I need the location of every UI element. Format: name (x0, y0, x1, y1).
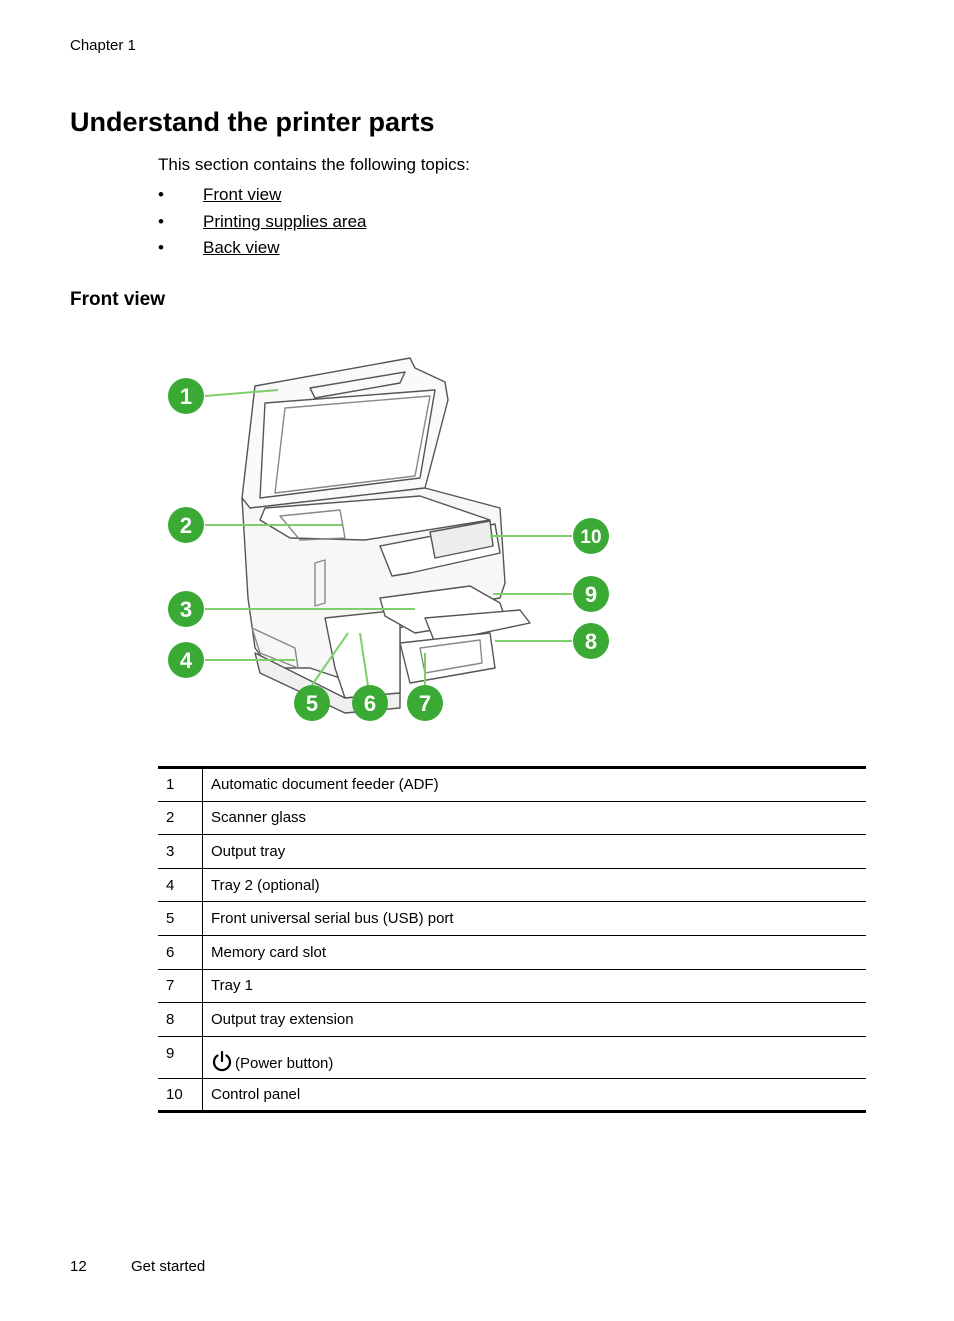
table-row (158, 969, 866, 1003)
callout-10: 10 (580, 527, 602, 548)
part-number: 10 (158, 1078, 203, 1112)
bullet: • (158, 238, 164, 257)
bullet: • (158, 211, 164, 231)
part-description: Output tray extension (203, 1003, 867, 1037)
callout-9: 9 (584, 582, 598, 607)
table-row (158, 1003, 866, 1037)
part-number: 3 (158, 835, 203, 869)
part-description: Output tray (203, 835, 867, 869)
power-icon (211, 1050, 233, 1072)
callout-7: 7 (418, 691, 432, 716)
intro-text: This section contains the following topics: (158, 155, 470, 174)
callout-6: 6 (363, 691, 377, 716)
part-number: 7 (158, 969, 203, 1003)
table-row (158, 1036, 866, 1078)
callout-3: 3 (179, 597, 193, 622)
printer-front-view-illustration (160, 348, 620, 728)
callout-4: 4 (179, 648, 193, 673)
table-row (158, 835, 866, 869)
page-number: 12 (70, 1258, 87, 1275)
part-description: Memory card slot (203, 935, 867, 969)
section-heading: Front view (70, 289, 166, 310)
table-row (158, 1078, 866, 1112)
footer-title: Get started (131, 1258, 206, 1275)
table-row (158, 868, 866, 902)
link-printing-supplies-area[interactable]: Printing supplies area (203, 211, 367, 231)
part-description: Tray 2 (optional) (203, 868, 867, 902)
part-number: 9 (158, 1036, 203, 1078)
part-number: 4 (158, 868, 203, 902)
part-description: Automatic document feeder (ADF) (203, 768, 867, 802)
running-head: Chapter 1 (70, 37, 136, 54)
table-row (158, 902, 866, 936)
table-row (158, 935, 866, 969)
part-description: Scanner glass (203, 801, 867, 835)
callout-1: 1 (179, 384, 193, 409)
part-number: 8 (158, 1003, 203, 1037)
part-number: 1 (158, 768, 203, 802)
link-back-view[interactable]: Back view (203, 238, 280, 257)
part-description-cell (203, 1036, 867, 1078)
callout-8: 8 (584, 629, 598, 654)
part-description: Front universal serial bus (USB) port (203, 902, 867, 936)
part-number: 5 (158, 902, 203, 936)
table-row (158, 801, 866, 835)
callout-5: 5 (305, 691, 319, 716)
table-row (158, 768, 866, 802)
part-description: Tray 1 (203, 969, 867, 1003)
part-number: 2 (158, 801, 203, 835)
link-front-view[interactable]: Front view (203, 185, 282, 204)
parts-table (158, 766, 866, 1113)
page-title: Understand the printer parts (70, 107, 435, 137)
callout-2: 2 (179, 513, 193, 538)
part-description: Control panel (211, 1086, 301, 1104)
bullet: • (158, 185, 164, 204)
part-number: 6 (158, 935, 203, 969)
part-description: (Power button) (235, 1054, 334, 1072)
